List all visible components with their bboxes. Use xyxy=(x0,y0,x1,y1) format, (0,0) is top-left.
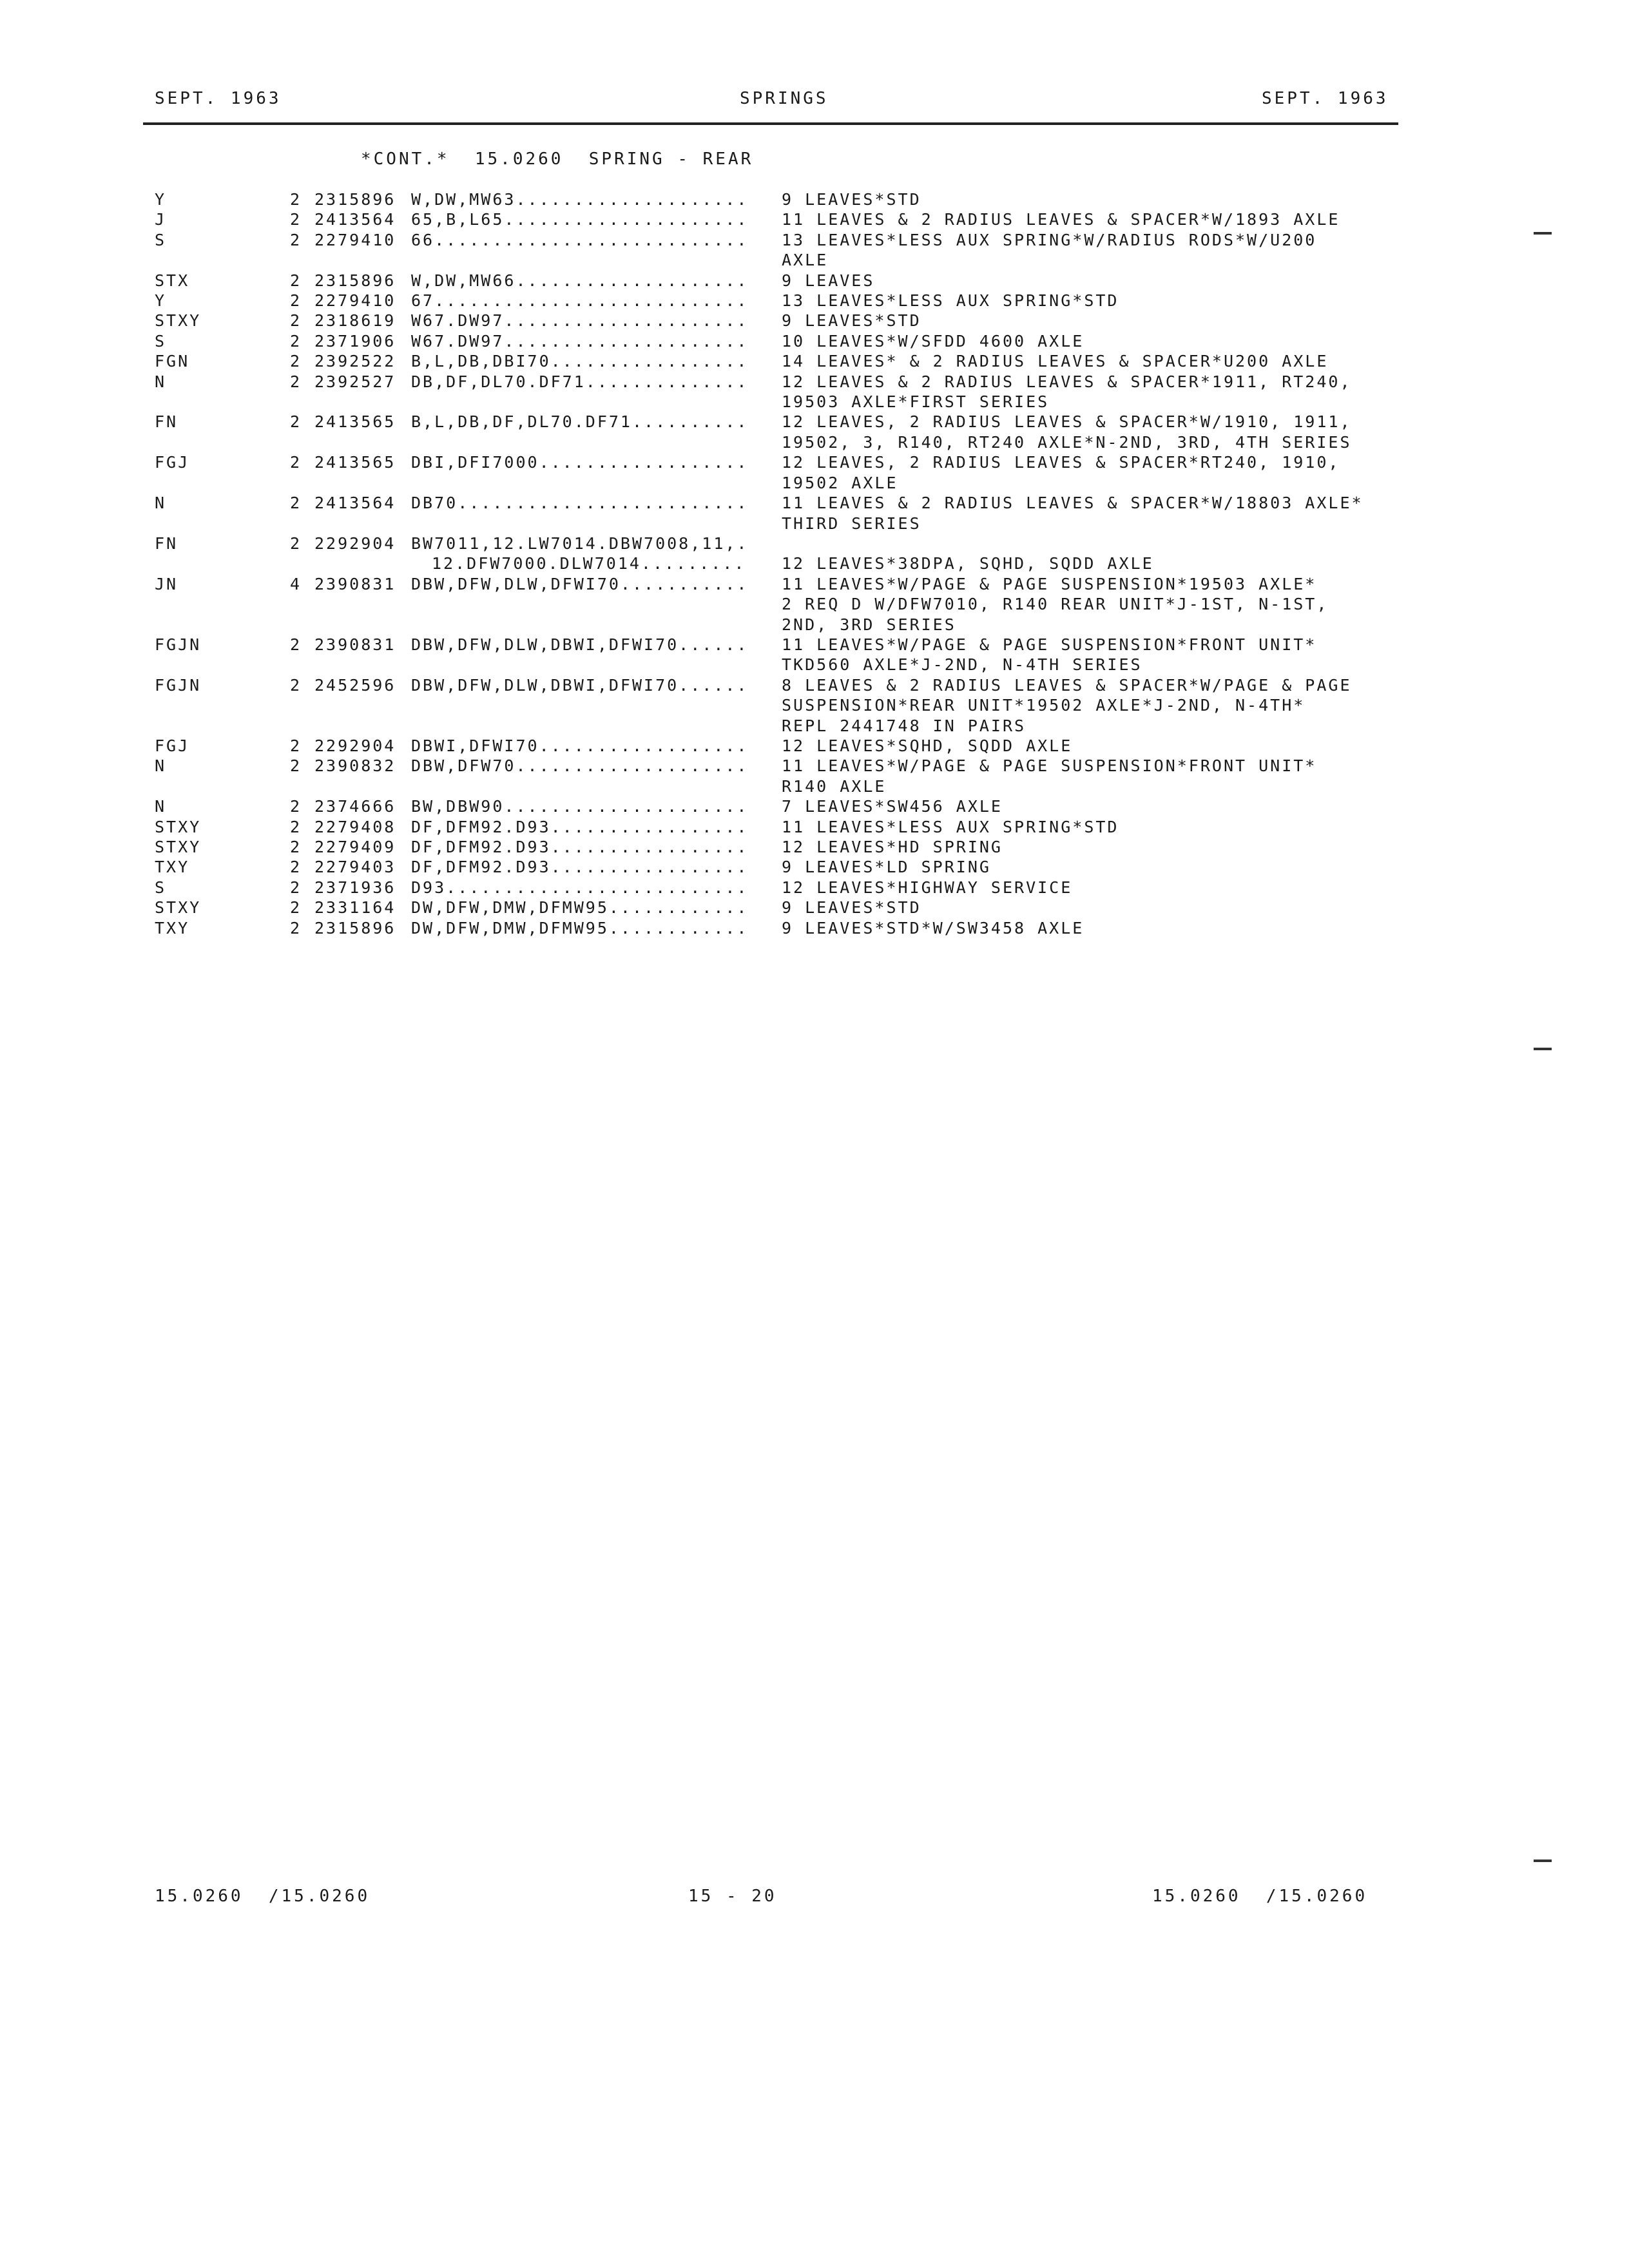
model-code: FGN xyxy=(155,352,190,371)
model-code: N xyxy=(155,494,167,513)
description-line: SUSPENSION*REAR UNIT*19502 AXLE*J-2ND, N-4TH* xyxy=(782,696,1306,715)
applicable-models: D93.......................... xyxy=(411,878,749,897)
model-code: N xyxy=(155,372,167,391)
model-code: S xyxy=(155,331,167,351)
part-number: 2315896 xyxy=(314,271,396,290)
model-code: N xyxy=(155,797,167,816)
description-line: 8 LEAVES & 2 RADIUS LEAVES & SPACER*W/PAGE & PAGE xyxy=(782,675,1352,695)
applicable-models: DBWI,DFWI70.................. xyxy=(411,736,749,755)
quantity: 2 xyxy=(290,291,302,311)
margin-tick-mark xyxy=(1534,1860,1552,1862)
part-number: 2413565 xyxy=(314,453,396,472)
table-row xyxy=(155,675,1411,736)
applicable-models: DB,DF,DL70.DF71.............. xyxy=(411,372,749,391)
applicable-models: W,DW,MW63.................... xyxy=(411,190,749,209)
description-line: 12 LEAVES & 2 RADIUS LEAVES & SPACER*1911, RT240, xyxy=(782,372,1352,391)
model-code: STXY xyxy=(155,838,202,856)
quantity: 2 xyxy=(290,230,302,249)
applicable-models: DW,DFW,DMW,DFMW95............ xyxy=(411,918,749,937)
description-line: 12 LEAVES, 2 RADIUS LEAVES & SPACER*RT240, 1910, xyxy=(782,453,1340,472)
margin-tick-mark xyxy=(1534,1048,1552,1050)
description-line: 11 LEAVES & 2 RADIUS LEAVES & SPACER*W/18803 AXLE* xyxy=(782,494,1364,513)
applicable-models: 65,B,L65..................... xyxy=(411,210,749,229)
part-number: 2279409 xyxy=(314,838,396,856)
part-number: 2315896 xyxy=(314,190,396,209)
description-line: 9 LEAVES*STD xyxy=(782,190,921,209)
description-line: 7 LEAVES*SW456 AXLE xyxy=(782,797,1003,816)
applicable-models: DF,DFM92.D93................. xyxy=(411,838,749,856)
model-code: FGJ xyxy=(155,453,190,472)
model-code: Y xyxy=(155,291,167,311)
model-code: STX xyxy=(155,271,190,290)
table-row xyxy=(155,756,1411,796)
table-row xyxy=(155,817,1411,837)
quantity: 2 xyxy=(290,635,302,654)
model-code: S xyxy=(155,878,167,897)
description-line: 19503 AXLE*FIRST SERIES xyxy=(782,392,1050,412)
table-row xyxy=(155,230,1411,271)
model-code: S xyxy=(155,230,167,249)
quantity: 2 xyxy=(290,331,302,351)
model-code: Y xyxy=(155,190,167,209)
quantity: 2 xyxy=(290,736,302,755)
model-code: JN xyxy=(155,574,178,593)
applicable-models: BW7011,12.LW7014.DBW7008,11,. xyxy=(411,533,749,553)
model-code: STXY xyxy=(155,311,202,331)
model-code: FGJN xyxy=(155,675,202,695)
description-line: 9 LEAVES*STD*W/SW3458 AXLE xyxy=(782,918,1084,937)
quantity: 2 xyxy=(290,271,302,290)
applicable-models: DF,DFM92.D93................. xyxy=(411,817,749,836)
model-code: TXY xyxy=(155,918,190,937)
applicable-models-continued: 12.DFW7000.DLW7014......... xyxy=(432,554,746,573)
table-row xyxy=(155,271,1411,291)
applicable-models: W,DW,MW66.................... xyxy=(411,271,749,290)
applicable-models: DBW,DFW70.................... xyxy=(411,756,749,776)
applicable-models: DB70......................... xyxy=(411,494,749,513)
quantity: 2 xyxy=(290,878,302,897)
applicable-models: 66........................... xyxy=(411,230,749,249)
table-row xyxy=(155,837,1411,857)
quantity: 2 xyxy=(290,838,302,856)
description-line: 9 LEAVES xyxy=(782,271,875,290)
part-number: 2390832 xyxy=(314,756,396,776)
part-number: 2390831 xyxy=(314,574,396,593)
description-line: 14 LEAVES* & 2 RADIUS LEAVES & SPACER*U200 AXLE xyxy=(782,352,1329,371)
table-row xyxy=(155,533,1411,553)
header-rule xyxy=(143,122,1398,125)
table-row xyxy=(155,209,1411,229)
quantity: 2 xyxy=(290,412,302,432)
part-number: 2292904 xyxy=(314,736,396,755)
description-line: 11 LEAVES*W/PAGE & PAGE SUSPENSION*FRONT UNIT* xyxy=(782,756,1317,776)
footer-ref-right: 15.0260 /15.0260 xyxy=(1152,1887,1368,1906)
part-number: 2390831 xyxy=(314,635,396,654)
table-row xyxy=(155,493,1411,533)
description-line: 11 LEAVES*W/PAGE & PAGE SUSPENSION*19503 AXLE* xyxy=(782,574,1317,593)
description-line: R140 AXLE xyxy=(782,776,887,796)
applicable-models: DBW,DFW,DLW,DBWI,DFWI70...... xyxy=(411,635,749,654)
quantity: 2 xyxy=(290,817,302,836)
table-row xyxy=(155,574,1411,635)
part-number: 2371936 xyxy=(314,878,396,897)
description-line: 12 LEAVES*HD SPRING xyxy=(782,838,1003,856)
part-number: 2452596 xyxy=(314,675,396,695)
description-line: 10 LEAVES*W/SFDD 4600 AXLE xyxy=(782,331,1084,351)
part-number: 2331164 xyxy=(314,898,396,918)
applicable-models: DW,DFW,DMW,DFMW95............ xyxy=(411,898,749,918)
part-number: 2292904 xyxy=(314,533,396,553)
footer-ref-left: 15.0260 /15.0260 xyxy=(155,1887,371,1906)
table-row-continuation xyxy=(155,553,1411,573)
model-code: STXY xyxy=(155,817,202,836)
description-line: THIRD SERIES xyxy=(782,514,921,533)
description-line: AXLE xyxy=(782,251,829,270)
description-line: 11 LEAVES*LESS AUX SPRING*STD xyxy=(782,817,1119,836)
table-row xyxy=(155,189,1411,209)
table-row xyxy=(155,331,1411,351)
description-line xyxy=(782,533,1411,553)
parts-table xyxy=(155,189,1411,938)
description-line: 12 LEAVES*SQHD, SQDD AXLE xyxy=(782,736,1073,755)
model-code: TXY xyxy=(155,858,190,877)
model-code: FN xyxy=(155,412,178,432)
part-number: 2371906 xyxy=(314,331,396,351)
applicable-models: W67.DW97..................... xyxy=(411,331,749,351)
description-line: 11 LEAVES & 2 RADIUS LEAVES & SPACER*W/1893 AXLE xyxy=(782,210,1340,229)
quantity: 2 xyxy=(290,210,302,229)
header-title: SPRINGS xyxy=(740,89,829,108)
applicable-models: B,L,DB,DF,DL70.DF71.......... xyxy=(411,412,749,432)
description-line: 19502 AXLE xyxy=(782,473,898,492)
margin-tick-mark xyxy=(1534,232,1552,235)
description-line: 19502, 3, R140, RT240 AXLE*N-2ND, 3RD, 4TH SERIES xyxy=(782,432,1352,452)
applicable-models: DBI,DFI7000.................. xyxy=(411,453,749,472)
description-line: REPL 2441748 IN PAIRS xyxy=(782,716,1027,735)
part-number: 2392522 xyxy=(314,352,396,371)
section-continuation-heading: *CONT.* 15.0260 SPRING - REAR xyxy=(361,149,754,169)
part-number: 2279410 xyxy=(314,230,396,249)
table-row xyxy=(155,796,1411,816)
description-line: 2 REQ D W/DFW7010, R140 REAR UNIT*J-1ST, N-1ST, xyxy=(782,595,1329,614)
part-number: 2279403 xyxy=(314,858,396,877)
model-code: N xyxy=(155,756,167,776)
description-line: 11 LEAVES*W/PAGE & PAGE SUSPENSION*FRONT UNIT* xyxy=(782,635,1317,654)
applicable-models: 67........................... xyxy=(411,291,749,311)
quantity: 2 xyxy=(290,352,302,371)
footer-page-number: 15 - 20 xyxy=(688,1887,777,1906)
quantity: 2 xyxy=(290,494,302,513)
applicable-models: B,L,DB,DBI70................. xyxy=(411,352,749,371)
description-line: 9 LEAVES*STD xyxy=(782,898,921,918)
table-row xyxy=(155,291,1411,311)
table-row xyxy=(155,857,1411,877)
quantity: 2 xyxy=(290,675,302,695)
model-code: FN xyxy=(155,533,178,553)
part-number: 2279410 xyxy=(314,291,396,311)
table-row xyxy=(155,311,1411,331)
part-number: 2315896 xyxy=(314,918,396,937)
model-code: FGJ xyxy=(155,736,190,755)
applicable-models: DBW,DFW,DLW,DBWI,DFWI70...... xyxy=(411,675,749,695)
header-date-left: SEPT. 1963 xyxy=(155,89,282,108)
table-row xyxy=(155,635,1411,675)
description-line: 12 LEAVES*HIGHWAY SERVICE xyxy=(782,878,1073,897)
quantity: 2 xyxy=(290,858,302,877)
table-row xyxy=(155,412,1411,452)
table-row xyxy=(155,351,1411,371)
quantity: 2 xyxy=(290,918,302,937)
part-number: 2413564 xyxy=(314,210,396,229)
description-line: 13 LEAVES*LESS AUX SPRING*W/RADIUS RODS*W/U200 xyxy=(782,230,1317,249)
quantity: 2 xyxy=(290,797,302,816)
part-number: 2392527 xyxy=(314,372,396,391)
part-number: 2318619 xyxy=(314,311,396,331)
description-line: 2ND, 3RD SERIES xyxy=(782,615,956,634)
quantity: 2 xyxy=(290,372,302,391)
applicable-models: DBW,DFW,DLW,DFWI70........... xyxy=(411,574,749,593)
quantity: 2 xyxy=(290,311,302,331)
table-row xyxy=(155,736,1411,756)
table-row xyxy=(155,898,1411,918)
quantity: 2 xyxy=(290,190,302,209)
table-row xyxy=(155,878,1411,898)
part-number: 2279408 xyxy=(314,817,396,836)
part-number: 2413565 xyxy=(314,412,396,432)
applicable-models: BW,DBW90..................... xyxy=(411,797,749,816)
table-row xyxy=(155,372,1411,412)
applicable-models: W67.DW97..................... xyxy=(411,311,749,331)
table-row xyxy=(155,918,1411,938)
quantity: 2 xyxy=(290,898,302,918)
description-line: 9 LEAVES*STD xyxy=(782,311,921,331)
part-number: 2374666 xyxy=(314,797,396,816)
table-row xyxy=(155,452,1411,493)
description-line: 13 LEAVES*LESS AUX SPRING*STD xyxy=(782,291,1119,311)
part-number: 2413564 xyxy=(314,494,396,513)
description-line: 12 LEAVES, 2 RADIUS LEAVES & SPACER*W/1910, 1911, xyxy=(782,412,1352,432)
description-line: 9 LEAVES*LD SPRING xyxy=(782,858,991,877)
description-line: 12 LEAVES*38DPA, SQHD, SQDD AXLE xyxy=(782,554,1154,573)
applicable-models: DF,DFM92.D93................. xyxy=(411,858,749,877)
quantity: 2 xyxy=(290,756,302,776)
header-date-right: SEPT. 1963 xyxy=(1262,89,1389,108)
model-code: FGJN xyxy=(155,635,202,654)
model-code: STXY xyxy=(155,898,202,918)
model-code: J xyxy=(155,210,167,229)
quantity: 2 xyxy=(290,453,302,472)
description-line: TKD560 AXLE*J-2ND, N-4TH SERIES xyxy=(782,655,1142,675)
quantity: 2 xyxy=(290,533,302,553)
quantity: 4 xyxy=(290,574,302,593)
